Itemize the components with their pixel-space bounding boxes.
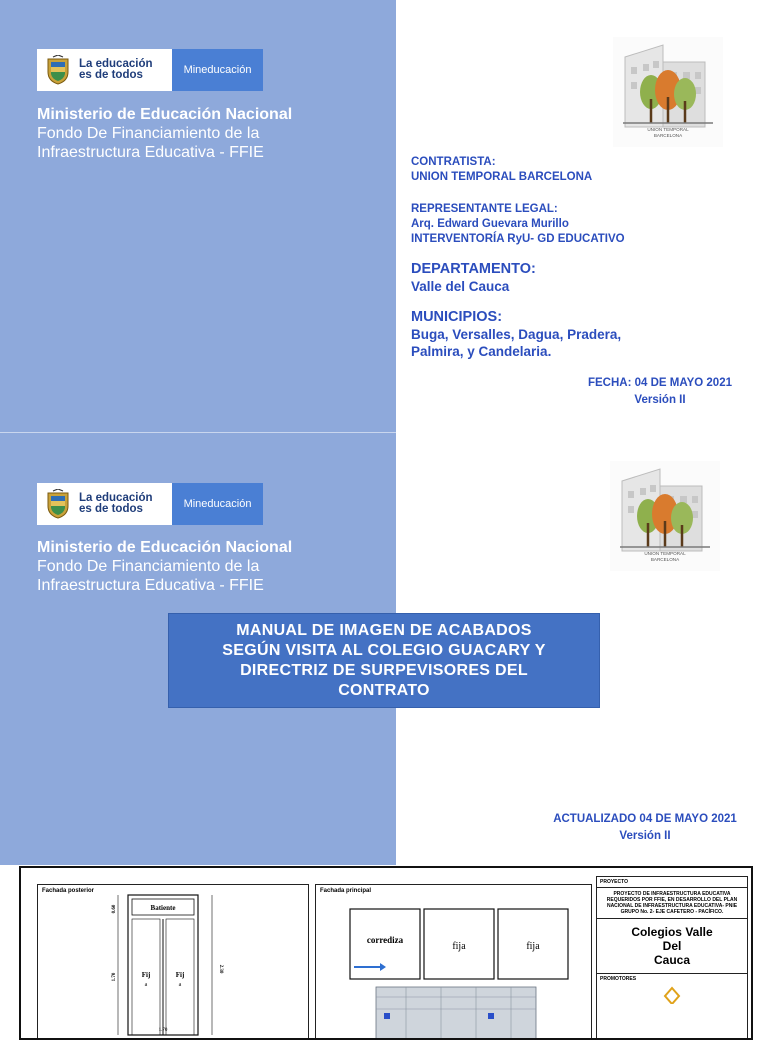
fecha-text: FECHA: 04 DE MAYO 2021 <box>587 377 732 389</box>
dim-bottom: 1.70 <box>158 1028 168 1033</box>
dim-230: 2.30 <box>218 964 223 974</box>
slide-cover-2 <box>0 433 768 865</box>
contratista-value: UNION TEMPORAL BARCELONA <box>411 171 593 183</box>
temporal-logo-line-1: UNION TEMPORAL <box>647 127 689 132</box>
fija-1-label: fija <box>452 941 466 952</box>
ministry-block <box>37 538 292 595</box>
contratista-block <box>411 155 592 185</box>
manual-title-line-1: MANUAL DE IMAGEN DE ACABADOS <box>236 621 532 639</box>
temporal-logo-line-2: BARCELONA <box>653 133 683 138</box>
colegios-line-2: Del <box>662 939 682 953</box>
fija-2-label: fija <box>526 941 540 952</box>
promotores-logo-icon <box>597 984 747 1004</box>
fija-right-b: a <box>178 982 182 988</box>
colombia-shield-icon <box>45 489 71 519</box>
representante-value: Arq. Edward Guevara Murillo <box>411 218 569 230</box>
ministry-line-2: Fondo De Financiamiento de la <box>37 558 260 575</box>
ministry-line-2: Fondo De Financiamiento de la <box>37 125 260 142</box>
logo-tagline-2: es de todos <box>79 69 143 81</box>
manual-title-line-2: SEGÚN VISITA AL COLEGIO GUACARY Y <box>222 641 546 659</box>
slide-cover-1 <box>0 0 768 432</box>
pane-fachada-posterior <box>37 884 309 1040</box>
ministry-title: Ministerio de Educación Nacional <box>37 106 293 123</box>
municipios-line-2: Palmira, y Candelaria. <box>411 344 552 359</box>
manual-title-box <box>168 613 600 708</box>
fija-right-a: Fij <box>175 971 185 979</box>
arrow-right-icon <box>380 963 386 971</box>
version-text: Versión II <box>619 830 671 842</box>
architectural-plan <box>19 866 753 1040</box>
actualizado-text: ACTUALIZADO 04 DE MAYO 2021 <box>553 813 737 825</box>
window-elevation-drawing <box>346 905 586 1040</box>
colegios-line-1: Colegios Valle <box>631 925 713 939</box>
proyecto-label: PROYECTO <box>597 877 747 888</box>
ministry-line-3: Infraestructura Educativa - FFIE <box>37 577 264 594</box>
municipios-label: MUNICIPIOS: <box>411 309 503 325</box>
mineducacion-logo <box>37 483 263 525</box>
representante-block <box>411 202 625 247</box>
manual-title-line-4: CONTRATO <box>338 681 430 699</box>
departamento-block <box>411 261 536 295</box>
departamento-value: Valle del Cauca <box>411 279 510 294</box>
fachada-posterior-label: Fachada posterior <box>42 888 95 894</box>
union-temporal-logo <box>613 37 723 147</box>
fecha-block <box>560 375 760 409</box>
union-temporal-logo <box>610 461 720 571</box>
ministry-title: Ministerio de Educación Nacional <box>37 539 293 556</box>
batiente-label: Batiente <box>150 904 176 912</box>
manual-title-line-3: DIRECTRIZ DE SURPEVISORES DEL <box>240 661 528 679</box>
temporal-logo-line-2: BARCELONA <box>650 557 680 562</box>
municipios-line-1: Buga, Versalles, Dagua, Pradera, <box>411 327 622 342</box>
logo-tagline-1: La educación <box>79 58 153 70</box>
dim-060: 0.60 <box>112 904 117 914</box>
pane-fachada-principal <box>315 884 592 1040</box>
contratista-label: CONTRATISTA: <box>411 156 496 168</box>
departamento-label: DEPARTAMENTO: <box>411 261 536 277</box>
dim-170: 1.70 <box>112 972 117 982</box>
colegios-line-3: Cauca <box>653 953 691 967</box>
ministry-block <box>37 105 292 162</box>
colombia-shield-icon <box>45 55 71 85</box>
mineducacion-logo <box>37 49 263 91</box>
temporal-logo-line-1: UNION TEMPORAL <box>644 551 686 556</box>
fija-left-a: Fij <box>141 971 151 979</box>
promotores-label: PROMOTORES <box>600 976 637 982</box>
interventoria-text: INTERVENTORÍA RyU- GD EDUCATIVO <box>411 233 625 245</box>
municipios-block <box>411 309 621 360</box>
mineducacion-badge: Mineducación <box>172 49 263 91</box>
actualizado-block <box>545 811 745 845</box>
door-elevation-drawing <box>108 889 248 1039</box>
version-text: Versión II <box>634 394 686 406</box>
fija-left-b: a <box>144 982 148 988</box>
colegios-name <box>597 918 747 974</box>
project-info-panel <box>596 876 748 1040</box>
proyecto-description: PROYECTO DE INFRAESTRUCTURA EDUCATIVA REQUERIDOS POR FFIE, EN DESARROLLO DEL PLAN NACIONAL DE INFRAESTRUCTURA EDUCATIVA- PNIE GRUPO No. 2- EJE CAFETERO - PACÍFICO. <box>606 891 738 915</box>
representante-label: REPRESENTANTE LEGAL: <box>411 203 558 215</box>
mineducacion-badge: Mineducación <box>172 483 263 525</box>
logo-tagline-1: La educación <box>79 492 153 504</box>
logo-tagline-2: es de todos <box>79 503 143 515</box>
ministry-line-3: Infraestructura Educativa - FFIE <box>37 144 264 161</box>
corrediza-label: corrediza <box>366 935 404 945</box>
fachada-principal-label: Fachada principal <box>320 888 372 894</box>
